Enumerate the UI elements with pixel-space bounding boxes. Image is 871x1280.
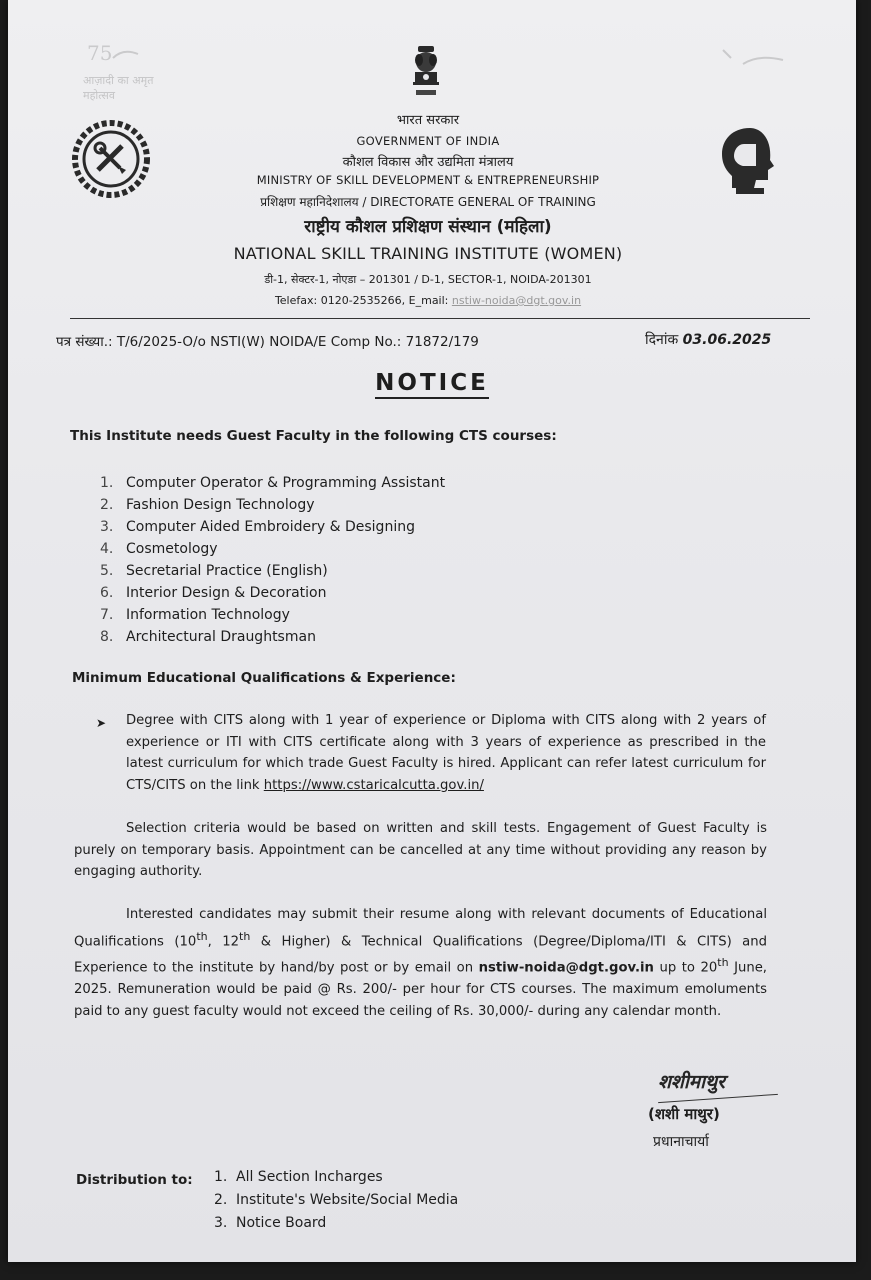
telefax-text: Telefax: 0120-2535266, E_mail: xyxy=(274,294,452,307)
list-item-number: 5. xyxy=(100,563,114,579)
bird-mark-icon xyxy=(713,40,793,80)
header-govt: GOVERNMENT OF INDIA xyxy=(356,134,500,148)
ordinal-suffix: th xyxy=(717,956,729,970)
list-item xyxy=(100,538,445,560)
application-text xyxy=(74,904,767,1022)
list-item xyxy=(100,494,445,516)
list-item xyxy=(214,1166,458,1189)
header-telefax xyxy=(128,294,728,307)
course-name: Interior Design & Decoration xyxy=(126,585,327,601)
g20-logo-faint xyxy=(713,40,813,100)
notice-title-text: NOTICE xyxy=(375,370,489,399)
list-item-number: 6. xyxy=(100,585,114,601)
header-hindi-govt: भारत सरकार xyxy=(396,113,460,128)
azadi-logo-text: आज़ादी का अमृत महोत्सव xyxy=(83,74,154,102)
curriculum-link[interactable]: https://www.cstaricalcutta.gov.in/ xyxy=(263,777,484,793)
course-name: Fashion Design Technology xyxy=(126,497,315,513)
reference-number: पत्र संख्या.: T/6/2025-O/o NSTI(W) NOIDA/E Comp No.: 71872/179 xyxy=(56,334,479,350)
course-name: Cosmetology xyxy=(126,541,218,557)
list-item-number: 8. xyxy=(100,629,114,645)
ashoka-emblem-icon xyxy=(408,42,444,104)
signature-underline xyxy=(658,1094,778,1103)
distribution-item: Notice Board xyxy=(236,1215,327,1231)
application-text-part: up to 20 xyxy=(653,960,718,976)
notice-document xyxy=(8,0,856,1262)
courses-list xyxy=(100,472,445,648)
list-item-number: 7. xyxy=(100,607,114,623)
azadi-logo-faint xyxy=(83,40,183,100)
list-item-number: 1. xyxy=(100,475,114,491)
header-email-link[interactable]: nstiw-noida@dgt.gov.in xyxy=(451,294,582,307)
ordinal-suffix: th xyxy=(196,929,208,943)
signatory-name: (शशी माथुर) xyxy=(648,1105,720,1123)
course-name: Computer Operator & Programming Assistant xyxy=(126,475,446,491)
list-item-number: 1. xyxy=(214,1169,228,1185)
arrow-bullet-icon: ➤ xyxy=(96,716,107,730)
application-text-part: Interested candidates may submit their resume along with relevant documents of Educational Qualifications (10 xyxy=(74,907,767,949)
selection-criteria-text: Selection criteria would be based on written and skill tests. Engagement of Guest Faculty is purely on temporary basis. Appointment can be cancelled at any time without providing any reason by engaging authority. xyxy=(74,821,767,879)
header-directorate: प्रशिक्षण महानिदेशालय / DIRECTORATE GENERAL OF TRAINING xyxy=(260,195,596,209)
list-item-number: 2. xyxy=(100,497,114,513)
intro-text: This Institute needs Guest Faculty in the following CTS courses: xyxy=(70,428,557,444)
application-email-link[interactable]: nstiw-noida@dgt.gov.in xyxy=(478,960,654,976)
header-hindi-ministry: कौशल विकास और उद्यमिता मंत्रालय xyxy=(342,155,514,170)
distribution-item: All Section Incharges xyxy=(236,1169,383,1185)
header-ministry: MINISTRY OF SKILL DEVELOPMENT & ENTREPRENEURSHIP xyxy=(256,173,600,187)
ordinal-suffix: th xyxy=(239,929,251,943)
list-item xyxy=(214,1189,458,1212)
notice-title xyxy=(8,370,856,396)
header-hindi-institute: राष्ट्रीय कौशल प्रशिक्षण संस्थान (महिला) xyxy=(304,217,552,237)
national-emblem xyxy=(408,42,444,104)
list-item xyxy=(100,516,445,538)
course-name: Information Technology xyxy=(126,607,290,623)
course-name: Architectural Draughtsman xyxy=(126,629,316,645)
course-name: Secretarial Practice (English) xyxy=(126,563,328,579)
header-address: डी-1, सेक्टर-1, नोएडा – 201301 / D-1, SECTOR-1, NOIDA-201301 xyxy=(264,273,592,286)
distribution-heading: Distribution to: xyxy=(76,1172,193,1188)
list-item-number: 2. xyxy=(214,1192,228,1208)
svg-text:75: 75 xyxy=(87,41,113,65)
handwritten-signature: शशीमाथुर xyxy=(658,1071,725,1093)
qualifications-body: Degree with CITS along with 1 year of experience or Diploma with CITS along with 2 years of experience or ITI with CITS certificate along with 3 years of experience as prescribed in the latest curriculum for which trade Guest Faculty is hired. Applicant can refer latest curriculum for CTS/CITS on the link xyxy=(126,713,766,793)
application-text-part: June, 2025. Remuneration would be paid @ Rs. 200/- per hour for CTS courses. The maximum emoluments paid to any guest faculty would not exceed the ceiling of Rs. 30,000/- during any calendar month. xyxy=(74,960,767,1019)
date-value: 03.06.2025 xyxy=(682,332,772,348)
date-label: दिनांक xyxy=(645,332,683,348)
list-item xyxy=(100,472,445,494)
distribution-list xyxy=(214,1166,458,1235)
list-item-number: 4. xyxy=(100,541,114,557)
list-item-number: 3. xyxy=(214,1215,228,1231)
qualifications-text xyxy=(126,710,766,796)
list-item xyxy=(100,560,445,582)
list-item-number: 3. xyxy=(100,519,114,535)
distribution-item: Institute's Website/Social Media xyxy=(236,1192,459,1208)
notice-date xyxy=(645,330,771,349)
azadi-mark-icon xyxy=(83,40,143,70)
list-item xyxy=(100,604,445,626)
application-text-part: , 12 xyxy=(207,933,240,949)
course-name: Computer Aided Embroidery & Designing xyxy=(126,519,415,535)
header-divider xyxy=(70,318,810,319)
list-item xyxy=(214,1212,458,1235)
signatory-designation: प्रधानाचार्या xyxy=(653,1134,709,1150)
application-text-part: & Higher) & Technical Qualifications (Degree/Diploma/ITI & CITS) and Experience to the institute by hand/by post or by email on xyxy=(74,933,767,976)
list-item xyxy=(100,582,445,604)
list-item xyxy=(100,626,445,648)
qualifications-heading: Minimum Educational Qualifications & Experience: xyxy=(72,670,456,686)
header-institute: NATIONAL SKILL TRAINING INSTITUTE (WOMEN) xyxy=(233,244,623,263)
